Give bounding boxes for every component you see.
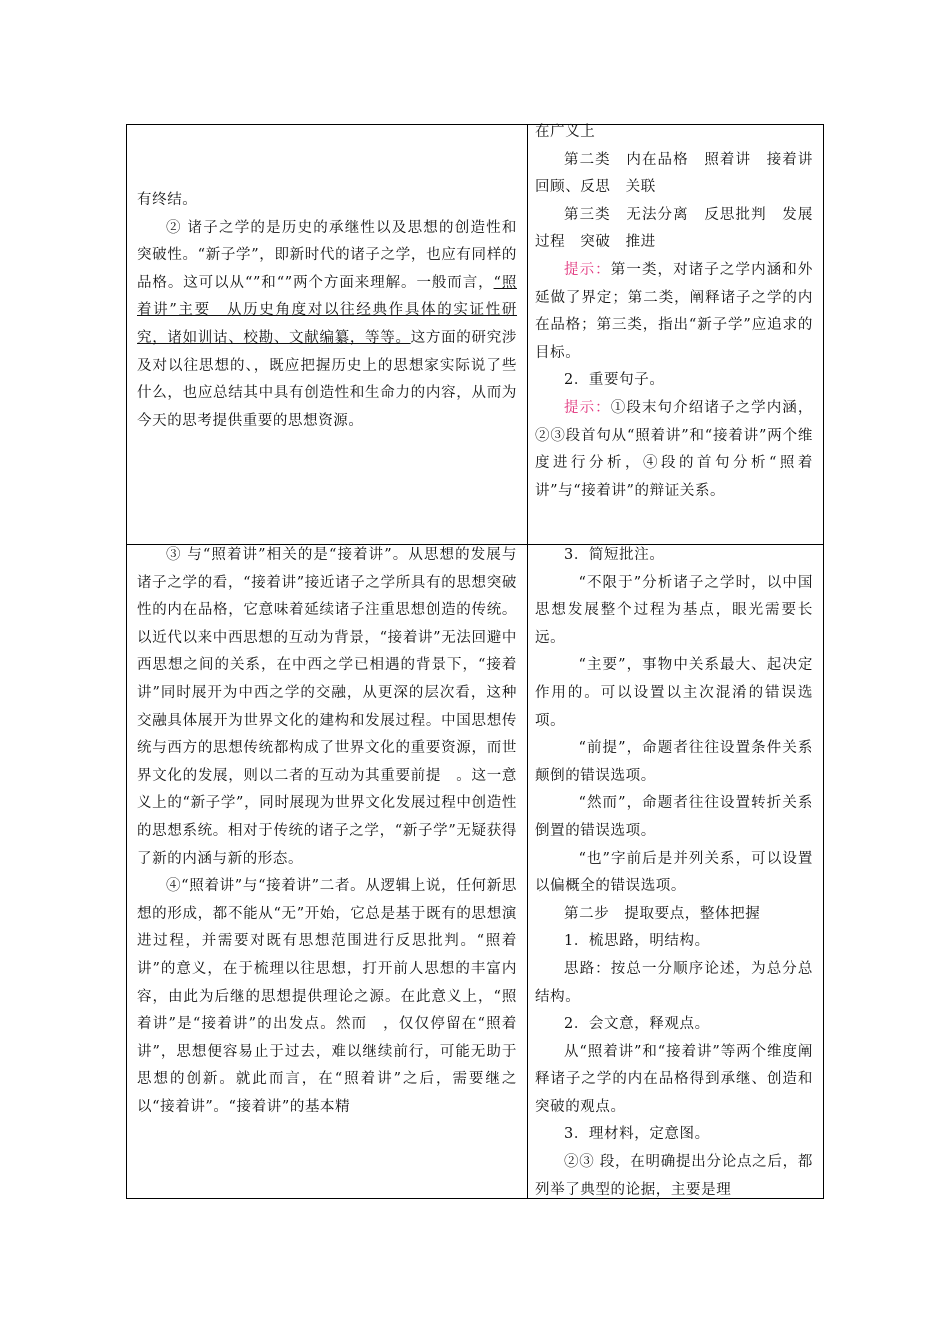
paragraph-2 — [137, 215, 517, 436]
note-broad-sense: 在广义上 — [535, 124, 596, 140]
hint-1-text: 第一类，对诸子之学内涵和外延做了界定；第二类，阐释诸子之学的内在品格；第三类，指出“新子学”应追求的目标。 — [535, 261, 813, 361]
hint-2 — [535, 395, 813, 505]
step-item-2-text: 从“照着讲”和“接着讲”等两个维度阐释诸子之学的内在品格得到承继、创造和突破的观点。 — [535, 1043, 813, 1115]
annotation-3: “前提”，命题者往往设置条件关系颠倒的错误选项。 — [535, 740, 813, 784]
step-item-3: 3．理材料，定意图。 — [564, 1126, 710, 1143]
paragraph-3: ③ 与“照着讲”相关的是“接着讲”。从思想的发展与诸子之学的看，“接着讲”接近诸子之学所具有的思想突破性的内在品格，它意味着延续诸子注重思想创造的传统。以近代以来中西思想的互动为背景，“接着讲”无法回避中西思想之间的关系，在中西之学已相遇的背景下，“接着讲”同时展开为中西之学的交融，从更深的层次看，这种交融具体展开为世界文化的建构和发展过程。中国思想传统与西方的思想传统都构成了世界文化的重要资源，而世界文化的发展，则以二者的互动为其重要前提 。这一意义上的“新子学”，同时展现为世界文化发展过程中创造性的思想系统。相对于传统的诸子之学，“新子学”无疑获得了新的内涵与新的形态。 — [137, 547, 517, 867]
step-2-heading: 第二步 提取要点，整体把握 — [564, 905, 761, 922]
paragraph-2-part-a: ② 诸子之学的是历史的承继性以及思想的创造性和突破性。“新子学”，即新时代的诸子之学，也应有同样的品格。这可以从“”和“”两个方面来理解。一般而言， — [137, 219, 517, 291]
step-item-2: 2．会文意，释观点。 — [564, 1016, 710, 1033]
annotation-4: “然而”，命题者往往设置转折关系倒置的错误选项。 — [535, 795, 813, 839]
annotation-1: “不限于”分析诸子之学时，以中国思想发展整个过程为基点，眼光需要长远。 — [535, 574, 813, 646]
hint-1 — [535, 257, 813, 367]
step-item-3-text: ②③ 段，在明确提出分论点之后，都列举了典型的论据，主要是理 — [535, 1154, 813, 1198]
paragraph-2-part-b: 这方面的研究涉及对以往思想的、，既应把握历史上的思想家实际说了些什么，也应总结其中具有创造性和生命力的内容，从而为今天的思考提供重要的思想资源。 — [137, 329, 517, 429]
cell-top-right — [535, 119, 829, 505]
hint-label: 提示： — [564, 399, 611, 416]
annotation-2: “主要”，事物中关系最大、起决定作用的。可以设置以主次混淆的错误选项。 — [535, 657, 813, 729]
content-table — [126, 124, 829, 1199]
cell-top-left — [137, 187, 517, 435]
annotation-5: “也”字前后是并列关系，可以设置以偏概全的错误选项。 — [535, 850, 813, 895]
note-category-2: 第二类 内在品格 照着讲 接着讲 回顾、反思 关联 — [535, 151, 829, 196]
hint-2-text: ①段末句介绍诸子之学内涵，②③段首句从“照着讲”和“接着讲”两个维度进行分析，④段的首句分析“照着讲”与“接着讲”的辩证关系。 — [535, 399, 813, 499]
column-divider — [527, 125, 528, 1198]
heading-brief-annotations: 3．简短批注。 — [564, 547, 665, 563]
hint-label: 提示： — [564, 261, 611, 278]
cell-bottom-left — [137, 542, 517, 1121]
note-category-3: 第三类 无法分离 反思批判 发展过程 突破 推进 — [535, 206, 813, 251]
heading-key-sentences: 2．重要句子。 — [564, 372, 665, 389]
cell-bottom-right — [535, 542, 813, 1204]
paragraph-1-ending: 有终结。 — [137, 192, 198, 208]
step-item-1: 1．梳思路，明结构。 — [564, 933, 710, 950]
paragraph-4: ④“照着讲”与“接着讲”二者。从逻辑上说，任何新思想的形成，都不能从“无”开始，它总是基于既有的思想演进过程，并需要对既有思想范围进行反思批判。“照着讲”的意义，在于梳理以往思想，打开前人思想的丰富内容，由此为后继的思想提供理论之源。在此意义上，“照着讲”是“接着讲”的出发点。然而 ，仅仅停留在“照着讲”，思想便容易止于过去，难以继续前行，可能无助于思想的创新。就此而言，在“照着讲”之后，需要继之以“接着讲”。“接着讲”的基本精 — [137, 878, 517, 1115]
paragraph-2-underlined: “照着讲”主要 从历史角度对以往经典作具体的实证性研究，诸如训诂、校勘、文献编纂，等等。 — [137, 274, 517, 346]
step-item-1-text: 思路：按总一分顺序论述，为总分总结构。 — [535, 960, 813, 1005]
